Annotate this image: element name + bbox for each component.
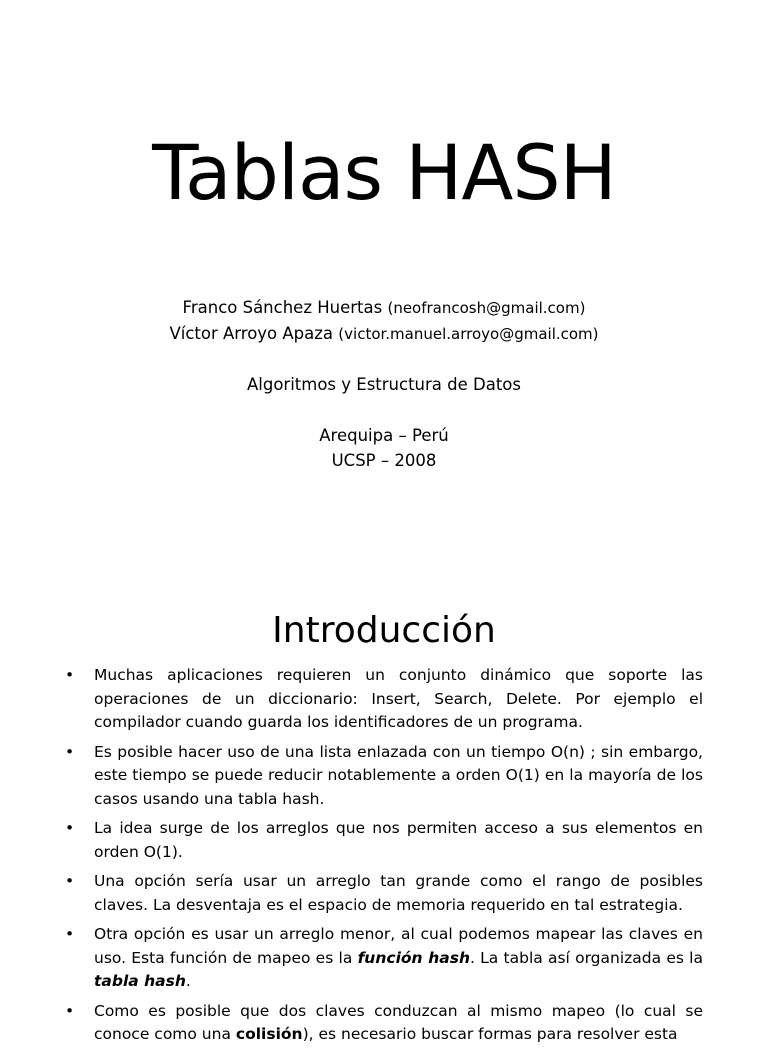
bullet-text-part: Como es posible que dos claves conduzcan al mismo mapeo (lo cual se conoce como una	[94, 1001, 703, 1043]
bullet-text-part: .	[185, 972, 191, 990]
bullet-text-part: Otra opción es usar un arreglo menor, al cual podemos mapear las claves en uso. Esta función de mapeo es la	[94, 925, 703, 967]
bullet-icon: •	[65, 819, 75, 837]
bullet-text	[94, 1002, 703, 1044]
bullet-text: Una opción sería usar un arreglo tan grande como el rango de posibles claves. La desventaja es el espacio de memoria requerido en tal estrategia.	[94, 872, 703, 914]
intro-slide	[0, 576, 768, 1043]
bullet-text-part: ), es necesario buscar formas para resolver esta	[302, 1025, 678, 1043]
author-line	[0, 321, 768, 347]
bullet-item	[62, 870, 703, 917]
author-line	[0, 295, 768, 321]
emphasis-term: tabla hash	[94, 972, 186, 990]
bullet-text-part: . La tabla así organizada es la	[470, 948, 703, 967]
presentation-title: Tablas HASH	[152, 128, 616, 217]
bullet-list	[62, 664, 703, 1053]
bullet-icon: •	[65, 872, 75, 890]
bullet-icon: •	[65, 666, 75, 684]
author-email: (victor.manuel.arroyo@gmail.com)	[338, 325, 599, 343]
bullet-text: La idea surge de los arreglos que nos permiten acceso a sus elementos en orden O(1).	[94, 819, 703, 861]
bullet-item	[62, 817, 703, 864]
location-block	[0, 423, 768, 473]
bullet-icon: •	[65, 1001, 75, 1020]
institution-year: UCSP – 2008	[331, 451, 437, 470]
location: Arequipa – Perú	[319, 426, 449, 445]
emphasis-term: colisión	[235, 1025, 303, 1043]
emphasis-term: función hash	[357, 948, 471, 967]
bullet-text: Muchas aplicaciones requieren un conjunto dinámico que soporte las operaciones de un diccionario: Insert, Search, Delete. Por ejemplo el compilador cuando guarda los identificadores de un programa.	[94, 666, 703, 731]
bullet-icon: •	[65, 925, 75, 943]
author-email: (neofrancosh@gmail.com)	[387, 299, 586, 317]
bullet-item	[62, 1000, 703, 1047]
bullet-text: Es posible hacer uso de una lista enlazada con un tiempo O(n) ; sin embargo, este tiempo se puede reducir notablemente a orden O(1) en la mayoría de los casos usando una tabla hash.	[94, 742, 703, 808]
bullet-item	[62, 741, 703, 812]
bullet-icon: •	[65, 742, 75, 761]
author-name: Víctor Arroyo Apaza	[169, 324, 334, 343]
section-title: Introducción	[272, 610, 496, 651]
course-name: Algoritmos y Estructura de Datos	[246, 375, 521, 394]
author-name: Franco Sánchez Huertas	[182, 298, 383, 317]
bullet-text	[94, 925, 703, 990]
bullet-item	[62, 664, 703, 735]
bullet-item	[62, 923, 703, 994]
authors-block	[0, 295, 768, 347]
